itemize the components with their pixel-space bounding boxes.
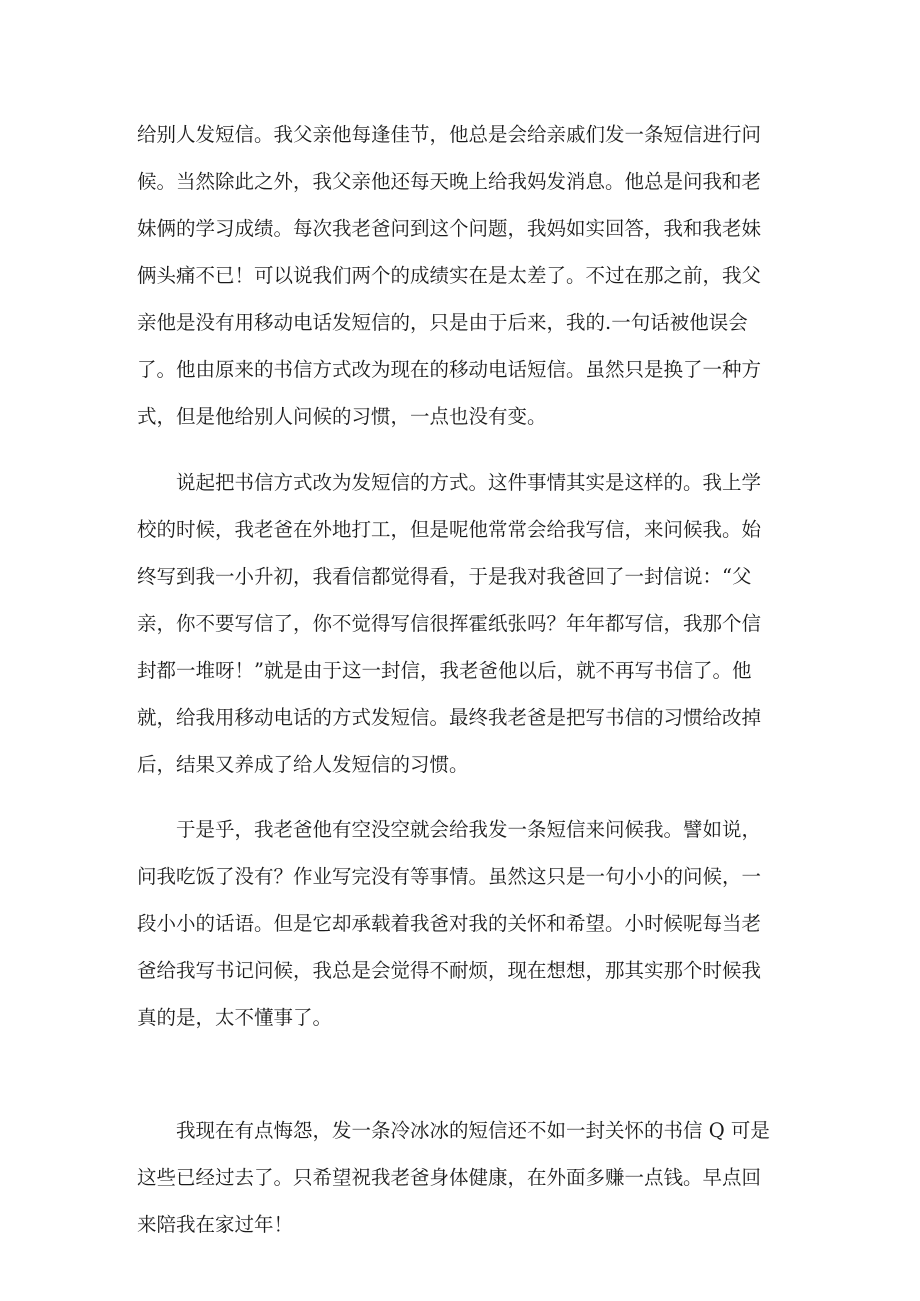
paragraph-4 xyxy=(137,1107,787,1248)
text-line: 来陪我在家过年！ xyxy=(137,1213,294,1236)
text-line: 亲，你不要写信了，你不觉得写信很挥霍纸张吗？年年都写信，我那个信 xyxy=(137,612,762,635)
text-line: 我现在有点悔怨，发一条冷冰冰的短信还不如一封关怀的书信 Q 可是 xyxy=(176,1119,770,1142)
text-line: 给别人发短信。我父亲他每逢佳节，他总是会给亲戚们发一条短信进行问 xyxy=(137,123,762,146)
text-line: 俩头痛不已！可以说我们两个的成绩实在是太差了。不过在那之前，我父 xyxy=(137,264,762,287)
text-line: 亲他是没有用移动电话发短信的，只是由于后来，我的.一句话被他误会 xyxy=(137,311,748,334)
text-line: 这些已经过去了。只希望祝我老爸身体健康，在外面多赚一点钱。早点回 xyxy=(137,1166,762,1189)
text-line: 封都一堆呀！”就是由于这一封信，我老爸他以后，就不再写书信了。他 xyxy=(137,659,752,682)
text-line: 候。当然除此之外，我父亲他还每天晚上给我妈发消息。他总是问我和老 xyxy=(137,170,762,193)
text-line: 爸给我写书记问候，我总是会觉得不耐烦，现在想想，那其实那个时候我 xyxy=(137,959,762,982)
text-line: 了。他由原来的书信方式改为现在的移动电话短信。虽然只是换了一种方 xyxy=(137,358,762,381)
paragraph-3 xyxy=(137,806,787,1041)
text-line: 校的时候，我老爸在外地打工，但是呢他常常会给我写信，来问候我。始 xyxy=(137,518,762,541)
text-line: 问我吃饭了没有？作业写完没有等事情。虽然这只是一句小小的问候，一 xyxy=(137,865,762,888)
text-line: 于是乎，我老爸他有空没空就会给我发一条短信来问候我。譬如说， xyxy=(176,818,762,841)
text-line: 真的是，太不懂事了。 xyxy=(137,1006,333,1029)
paragraph-2 xyxy=(137,459,787,788)
text-line: 说起把书信方式改为发短信的方式。这件事情其实是这样的。我上学 xyxy=(176,471,762,494)
text-line: 后，结果又养成了给人发短信的习惯。 xyxy=(137,753,469,776)
text-line: 式，但是他给别人问候的习惯，一点也没有变。 xyxy=(137,405,547,428)
text-line: 就，给我用移动电话的方式发短信。最终我老爸是把写书信的习惯给改掉 xyxy=(137,706,762,729)
paragraph-1 xyxy=(137,111,787,440)
text-line: 终写到我一小升初，我看信都觉得看，于是我对我爸回了一封信说：“父 xyxy=(137,565,752,588)
text-line: 妹俩的学习成绩。每次我老爸问到这个问题，我妈如实回答，我和我老妹 xyxy=(137,217,762,240)
text-line: 段小小的话语。但是它却承载着我爸对我的关怀和希望。小时候呢每当老 xyxy=(137,912,762,935)
